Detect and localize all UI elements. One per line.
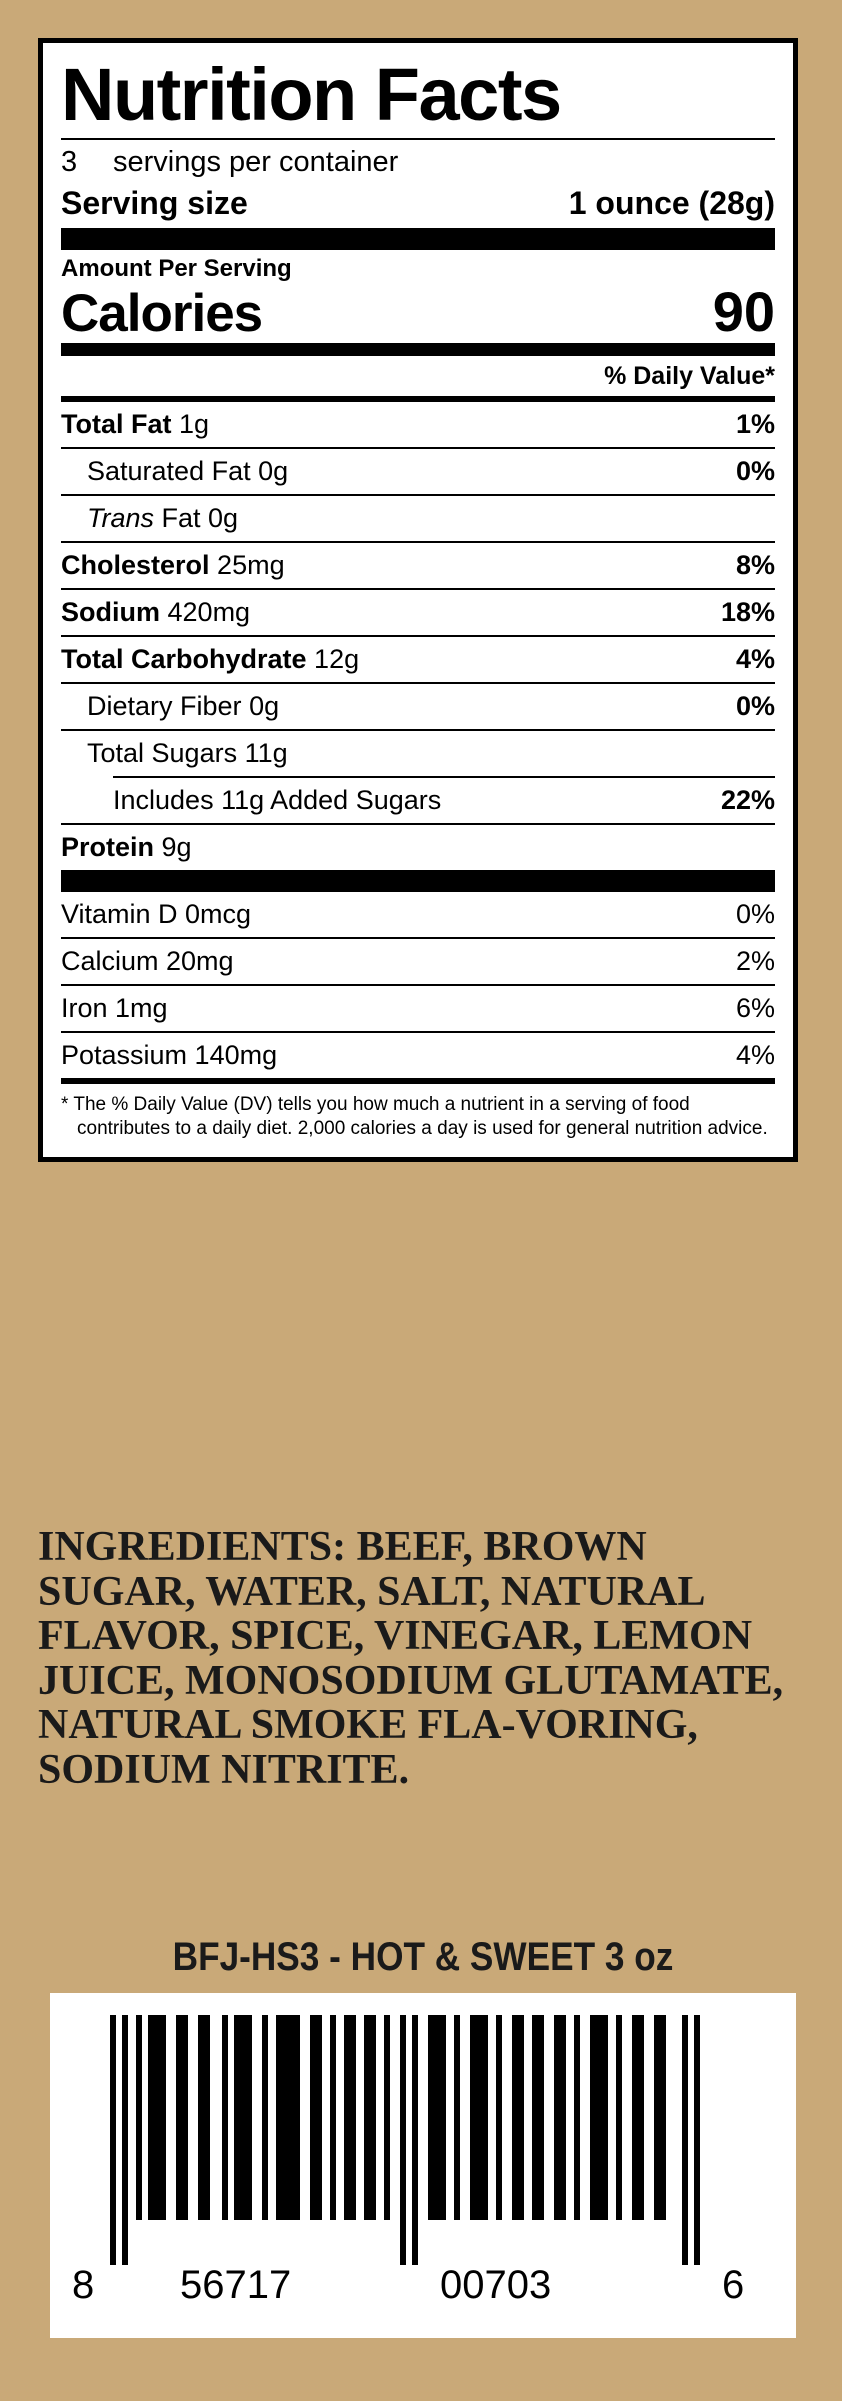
vitamin-name: Potassium 140mg bbox=[61, 1040, 278, 1071]
daily-value-footnote bbox=[61, 1084, 775, 1141]
nutrient-row bbox=[61, 637, 775, 682]
nutrient-name: Sodium bbox=[61, 597, 160, 628]
vitamin-name: Vitamin D 0mcg bbox=[61, 899, 252, 930]
barcode-digit-left: 8 bbox=[72, 2263, 95, 2307]
serving-size-value: 1 ounce (28g) bbox=[568, 184, 775, 221]
nutrient-dv: 18% bbox=[720, 597, 775, 628]
nutrient-name: Total Fat bbox=[61, 409, 172, 440]
nutrient-row bbox=[61, 731, 775, 776]
vitamin-dv: 0% bbox=[735, 899, 775, 930]
nutrient-dv: 8% bbox=[735, 550, 775, 581]
ingredients-text: INGREDIENTS: BEEF, BROWN SUGAR, WATER, SALT, NATURAL FLAVOR, SPICE, VINEGAR, LEMON JUICE, MONOSODIUM GLUTAMATE, NATURAL SMOKE FLA-VORING, SODIUM NITRITE. bbox=[38, 1524, 784, 1793]
nutrient-amount: 0g bbox=[249, 691, 280, 722]
barcode-digits-middle-left: 56717 bbox=[180, 2263, 292, 2307]
nutrient-name: Cholesterol bbox=[61, 550, 210, 581]
nutrient-dv: 0% bbox=[735, 691, 775, 722]
nutrient-amount: 12g bbox=[314, 644, 360, 675]
vitamin-dv: 4% bbox=[735, 1040, 775, 1071]
vitamin-row bbox=[61, 1033, 775, 1078]
barcode-digits-middle-right: 00703 bbox=[440, 2263, 552, 2307]
nutrient-dv: 4% bbox=[735, 644, 775, 675]
footnote-star: * bbox=[61, 1094, 69, 1116]
serving-size-label: Serving size bbox=[61, 184, 248, 221]
nutrient-amount: 0g bbox=[258, 456, 289, 487]
divider-mid-calories bbox=[61, 343, 775, 356]
nutrient-name: Protein bbox=[61, 832, 155, 863]
nutrient-row bbox=[61, 543, 775, 588]
nutrition-facts-panel bbox=[38, 38, 798, 1162]
nutrient-amount: 11g bbox=[244, 738, 288, 769]
calories-label: Calories bbox=[61, 283, 263, 343]
nutrient-amount: 9g bbox=[161, 832, 192, 863]
amount-per-serving: Amount Per Serving bbox=[61, 254, 292, 282]
page-title: Nutrition Facts bbox=[61, 53, 561, 136]
nutrient-name: Trans bbox=[87, 503, 155, 534]
nutrient-row bbox=[61, 778, 775, 823]
daily-value-header: % Daily Value* bbox=[604, 362, 775, 391]
nutrient-name: Dietary Fiber bbox=[87, 691, 242, 722]
vitamin-dv: 2% bbox=[735, 946, 775, 977]
servings-count: 3 bbox=[61, 145, 78, 178]
nutrient-row bbox=[61, 402, 775, 447]
vitamin-row bbox=[61, 892, 775, 937]
divider-thick-top bbox=[61, 228, 775, 250]
nutrient-dv: 22% bbox=[720, 785, 775, 816]
nutrient-row bbox=[61, 684, 775, 729]
vitamin-row bbox=[61, 986, 775, 1031]
vitamin-row bbox=[61, 939, 775, 984]
nutrient-amount: Fat 0g bbox=[161, 503, 239, 534]
serving-size-row bbox=[61, 184, 775, 228]
footnote-text: The % Daily Value (DV) tells you how much a nutrient in a serving of food contributes to a daily diet. 2,000 calories a day is used for general nutrition advice. bbox=[73, 1094, 768, 1140]
nutrient-amount: 1g bbox=[179, 409, 210, 440]
nutrient-name: Total Carbohydrate bbox=[61, 644, 307, 675]
barcode-digit-right: 6 bbox=[722, 2263, 745, 2307]
nutrient-name: Saturated Fat bbox=[87, 456, 251, 487]
servings-per-container bbox=[61, 140, 775, 184]
calories-row bbox=[61, 279, 775, 344]
nutrient-row bbox=[61, 825, 775, 870]
vitamin-name: Iron 1mg bbox=[61, 993, 168, 1024]
vitamin-dv: 6% bbox=[735, 993, 775, 1024]
nutrient-row bbox=[61, 449, 775, 494]
nutrient-name: Total Sugars bbox=[87, 738, 238, 769]
divider-thick-vitamins bbox=[61, 870, 775, 892]
vitamin-name: Calcium 20mg bbox=[61, 946, 234, 977]
nutrient-dv: 0% bbox=[735, 456, 775, 487]
nutrient-dv: 1% bbox=[735, 409, 775, 440]
nutrient-row bbox=[61, 496, 775, 541]
nutrient-name: Includes 11g Added Sugars bbox=[113, 785, 442, 816]
nutrient-amount: 25mg bbox=[217, 550, 285, 581]
sku-line: BFJ-HS3 - HOT & SWEET 3 oz bbox=[172, 1935, 674, 1979]
barcode-bars bbox=[110, 2015, 738, 2265]
nutrient-row bbox=[61, 590, 775, 635]
calories-value: 90 bbox=[712, 279, 775, 343]
servings-text: servings per container bbox=[113, 145, 399, 178]
nutrient-amount: 420mg bbox=[167, 597, 251, 628]
barcode bbox=[50, 1993, 796, 2338]
